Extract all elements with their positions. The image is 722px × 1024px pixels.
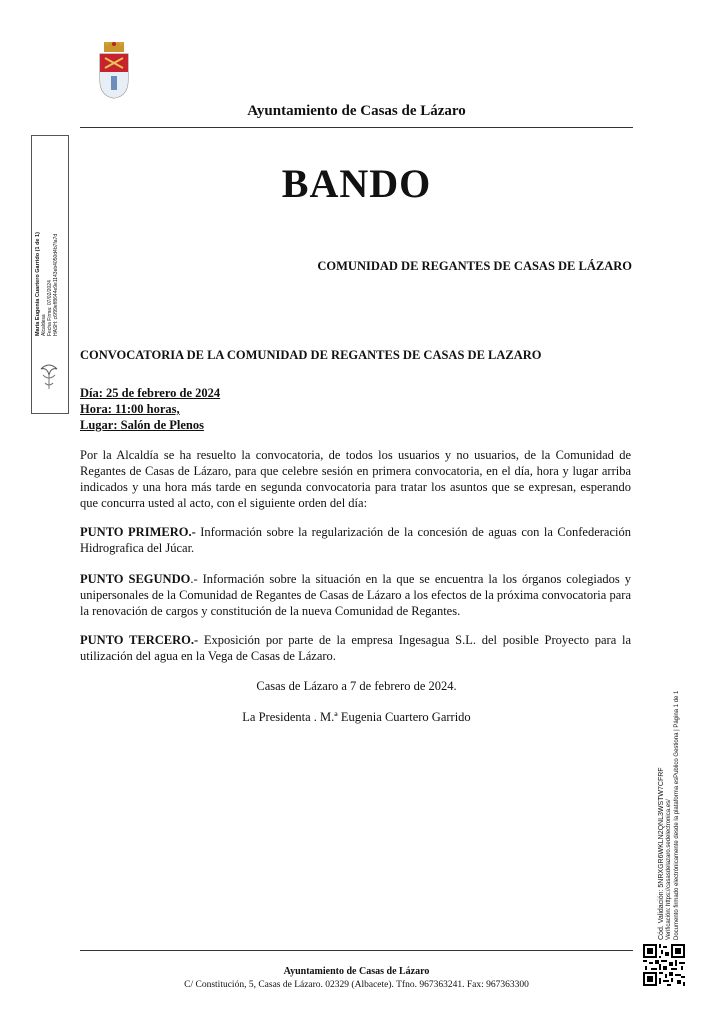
document-title: BANDO: [281, 161, 432, 206]
meeting-place: Lugar: Salón de Plenos: [80, 418, 204, 432]
agenda-point-label: PUNTO TERCERO.-: [80, 633, 199, 647]
qr-code-icon: [643, 944, 685, 986]
signer-name: María Eugenia Cuartero Garrido (1 de 1): [35, 232, 41, 336]
signer-role: Alcaldesa: [41, 314, 47, 336]
place-and-date: Casas de Lázaro a 7 de febrero de 2024.: [256, 679, 457, 693]
intro-paragraph: Por la Alcaldía se ha resuelto la convocatoria, de todos los usuarios y no usuarios, de la Comunidad de Regantes de Casas de Lázaro, para que celebre sesión en primera convocatoria, en el día, hora y lugar arriba indicados y una hora más tarde en segunda convocatoria para tratar los asuntos que se expresan, esperando que concurra usted al acto, con el siguiente orden del día:: [80, 448, 631, 510]
signature-stamp-icon: [37, 361, 61, 391]
signature-date: Fecha Firma: 07/02/2024: [47, 280, 53, 336]
convocatoria-heading: CONVOCATORIA DE LA COMUNIDAD DE REGANTES DE CASAS DE LAZARO: [80, 348, 542, 362]
verification-url[interactable]: Verificación: https://casasdelazaro.sedelectronica.es/: [666, 799, 672, 940]
agenda-point-1: [80, 524, 631, 556]
footer-divider: [80, 950, 633, 951]
signature-box: [31, 135, 69, 414]
agenda-point-text: Exposición por parte de la empresa Ingesagua S.L. del posible Proyecto para la utilización del agua en la Vega de Casas de Lázaro.: [80, 633, 632, 663]
signatory: La Presidenta . M.ª Eugenia Cuartero Garrido: [242, 710, 471, 724]
meeting-time: Hora: 11:00 horas,: [80, 402, 180, 416]
header-divider: [80, 127, 633, 128]
footer-address: C/ Constitución, 5, Casas de Lázaro. 02329 (Albacete). Tfno. 967363241. Fax: 967363300: [184, 980, 529, 990]
footer-organization: Ayuntamiento de Casas de Lázaro: [283, 966, 430, 977]
agenda-point-label: PUNTO PRIMERO.-: [80, 525, 196, 539]
signature-hash: HASH: c6f99eff8644e9e1143eb4050d4b7fa7d: [53, 233, 59, 336]
agenda-point-text: .- Información sobre la situación en la que se encuentra la los órganos colegiados y unipersonales de la Comunidad de Regantes de Casas de Lázaro a los efectos de la próxima convocatoria para la renovación de cargos y constitución de la nueva Comunidad de Regantes.: [80, 572, 631, 618]
agenda-point-3: [80, 632, 631, 664]
verification-note: Documento firmado electrónicamente desde la plataforma esPublico Gestiona | Página 1 de 1: [674, 690, 680, 940]
coat-of-arms-icon: [96, 40, 132, 100]
validation-code: Cód. Validación: 5NRXGR6WKLN2QNL3WSTW7CFRF: [658, 767, 665, 940]
document-subtitle: COMUNIDAD DE REGANTES DE CASAS DE LÁZARO: [317, 259, 632, 273]
header-organization: Ayuntamiento de Casas de Lázaro: [247, 103, 466, 119]
agenda-point-label: PUNTO SEGUNDO: [80, 572, 191, 586]
agenda-point-2: [80, 571, 631, 619]
agenda-point-text: Información sobre la regularización de la concesión de aguas con la Confederación Hidrografica del Júcar.: [80, 525, 631, 555]
meeting-day: Día: 25 de febrero de 2024: [80, 386, 221, 400]
